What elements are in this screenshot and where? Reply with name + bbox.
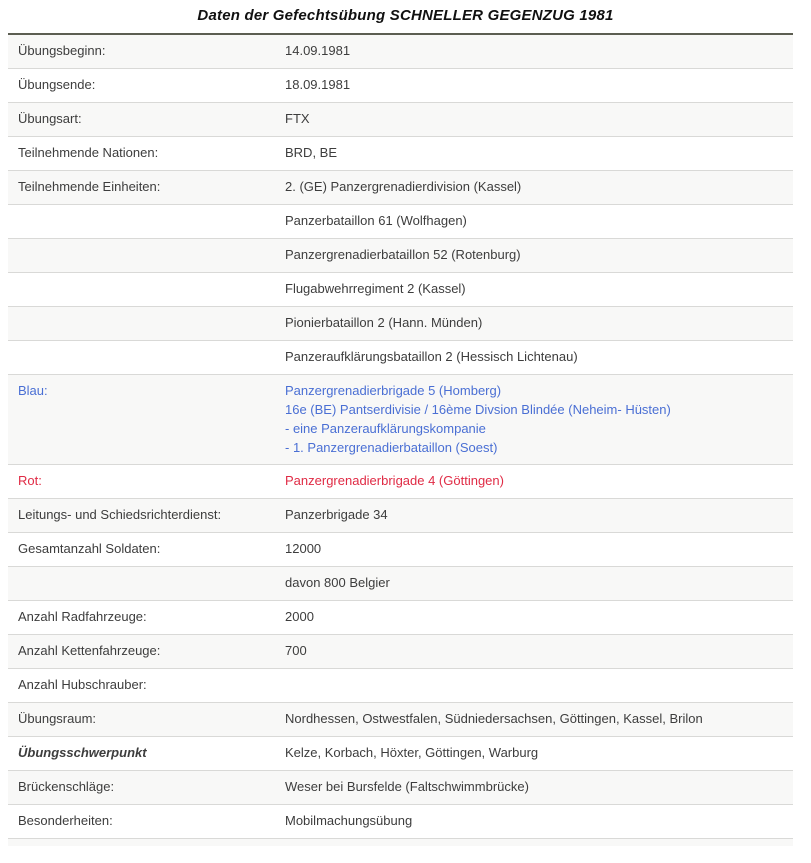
row-value bbox=[285, 280, 793, 299]
row-value bbox=[285, 540, 793, 559]
row-value-line: 2. (GE) Panzergrenadierdivision (Kassel) bbox=[285, 179, 522, 194]
table-row bbox=[8, 137, 793, 171]
table-row bbox=[8, 205, 793, 239]
row-value bbox=[285, 144, 793, 163]
table-row bbox=[8, 69, 793, 103]
table-row bbox=[8, 273, 793, 307]
table-row bbox=[8, 465, 793, 499]
row-value bbox=[285, 178, 793, 197]
row-value-line: 16e (BE) Pantserdivisie / 16ème Divsion Blindée (Neheim- Hüsten) bbox=[285, 401, 671, 417]
row-label: Anzahl Hubschrauber: bbox=[18, 677, 147, 693]
table-row bbox=[8, 171, 793, 205]
page-title: Daten der Gefechtsübung SCHNELLER GEGENZUG 1981 bbox=[197, 7, 614, 24]
row-label: Anzahl Kettenfahrzeuge: bbox=[18, 643, 161, 659]
row-value bbox=[285, 778, 793, 797]
row-value-line: Nordhessen, Ostwestfalen, Südniedersachsen, Göttingen, Kassel, Brilon bbox=[285, 711, 703, 727]
row-label: Übungsbeginn: bbox=[18, 43, 106, 58]
row-value-line: davon 800 Belgier bbox=[285, 575, 390, 591]
row-value bbox=[285, 472, 793, 491]
row-value bbox=[285, 744, 793, 763]
row-label: Rot: bbox=[18, 473, 42, 489]
row-value-line: 18.09.1981 bbox=[285, 77, 351, 92]
row-value-line: Panzerbrigade 34 bbox=[285, 507, 388, 523]
table-row bbox=[8, 307, 793, 341]
row-label: Anzahl Radfahrzeuge: bbox=[18, 609, 147, 625]
row-value-line: 12000 bbox=[285, 541, 322, 557]
row-value bbox=[285, 314, 793, 333]
row-value bbox=[285, 212, 793, 231]
row-value-line: Panzerbataillon 61 (Wolfhagen) bbox=[285, 213, 467, 228]
row-value bbox=[285, 246, 793, 265]
row-value-line: 14.09.1981 bbox=[285, 43, 351, 58]
table-row bbox=[8, 499, 793, 533]
row-label: Teilnehmende Einheiten: bbox=[18, 179, 161, 194]
row-label: Leitungs- und Schiedsrichterdienst: bbox=[18, 507, 222, 523]
row-value bbox=[285, 348, 793, 367]
table-row bbox=[8, 771, 793, 805]
exercise-data-table bbox=[8, 33, 793, 846]
row-value bbox=[285, 642, 793, 661]
row-value-line: FTX bbox=[285, 111, 310, 126]
row-label: Besonderheiten: bbox=[18, 813, 113, 829]
table-row bbox=[8, 567, 793, 601]
row-value-line: Flugabwehrregiment 2 (Kassel) bbox=[285, 281, 466, 296]
table-row bbox=[8, 805, 793, 839]
row-value-line: Panzeraufklärungsbataillon 2 (Hessisch Lichtenau) bbox=[285, 349, 578, 364]
table-row bbox=[8, 635, 793, 669]
table-row bbox=[8, 703, 793, 737]
row-value bbox=[285, 710, 793, 729]
row-value-line: 2000 bbox=[285, 609, 314, 625]
row-label: Übungsart: bbox=[18, 111, 82, 126]
row-label: Übungsende: bbox=[18, 77, 96, 92]
row-label: Teilnehmende Nationen: bbox=[18, 145, 159, 160]
row-label: Blau: bbox=[18, 383, 48, 398]
table-row bbox=[8, 533, 793, 567]
table-row bbox=[8, 35, 793, 69]
row-value-line: Kelze, Korbach, Höxter, Göttingen, Warburg bbox=[285, 745, 539, 761]
table-row bbox=[8, 669, 793, 703]
row-label: Gesamtanzahl Soldaten: bbox=[18, 541, 161, 557]
row-value-line: Pionierbataillon 2 (Hann. Münden) bbox=[285, 315, 483, 330]
row-value bbox=[285, 382, 793, 457]
row-value-line: Panzergrenadierbataillon 52 (Rotenburg) bbox=[285, 247, 521, 262]
table-row bbox=[8, 737, 793, 771]
table-row bbox=[8, 239, 793, 273]
row-label: Brückenschläge: bbox=[18, 779, 115, 795]
row-value-line: BRD, BE bbox=[285, 145, 338, 160]
row-value bbox=[285, 110, 793, 129]
row-value bbox=[285, 76, 793, 95]
table-row bbox=[8, 375, 793, 465]
table-row bbox=[8, 103, 793, 137]
row-value-line: Panzergrenadierbrigade 4 (Göttingen) bbox=[285, 473, 504, 489]
row-value bbox=[285, 574, 793, 593]
table-row bbox=[8, 839, 793, 846]
table-row bbox=[8, 341, 793, 375]
row-value bbox=[285, 812, 793, 831]
row-value bbox=[285, 608, 793, 627]
row-label: Übungsschwerpunkt bbox=[18, 745, 147, 761]
row-label: Übungsraum: bbox=[18, 711, 97, 727]
row-value bbox=[285, 42, 793, 61]
row-value-line: - 1. Panzergrenadierbataillon (Soest) bbox=[285, 439, 498, 455]
row-value-line: 700 bbox=[285, 643, 307, 659]
row-value bbox=[285, 506, 793, 525]
row-value-line: - eine Panzeraufklärungskompanie bbox=[285, 420, 486, 436]
row-value-line: Weser bei Bursfelde (Faltschwimmbrücke) bbox=[285, 779, 529, 795]
table-row bbox=[8, 601, 793, 635]
row-value-line: Panzergrenadierbrigade 5 (Homberg) bbox=[285, 383, 502, 398]
row-value-line: Mobilmachungsübung bbox=[285, 813, 413, 829]
